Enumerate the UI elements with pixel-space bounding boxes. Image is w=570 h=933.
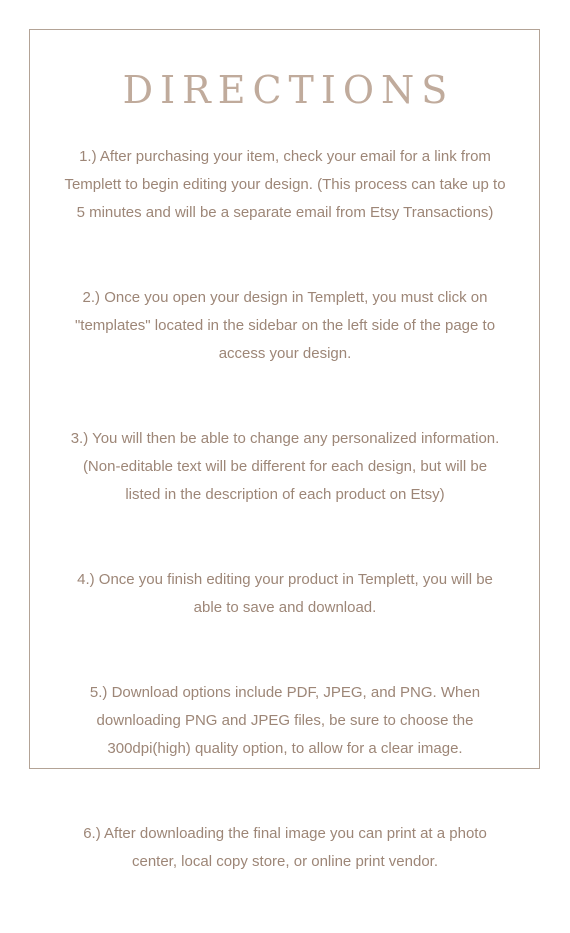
page-title: DIRECTIONS <box>122 68 455 112</box>
direction-step-5: 5.) Download options include PDF, JPEG, and PNG. When downloading PNG and JPEG files, be sure to choose the 300dpi(high) quality option, to allow for a clear image. <box>89 684 481 757</box>
direction-step-2: 2.) Once you open your design in Templett, you must click on "templates" located in the sidebar on the left side of the page to access your design. <box>74 289 496 362</box>
direction-step-4: 4.) Once you finish editing your product in Templett, you will be able to save and download. <box>77 571 493 616</box>
direction-step-1: 1.) After purchasing your item, check your email for a link from Templett to begin editing your design. (This process can take up to 5 minutes and will be a separate email from Etsy Transactions) <box>64 148 506 221</box>
directions-list <box>40 143 530 933</box>
direction-step-6: 6.) After downloading the final image you can print at a photo center, local copy store, or online print vendor. <box>83 825 487 870</box>
direction-step-3: 3.) You will then be able to change any personalized information. (Non-editable text will be different for each design, but will be listed in the description of each product on Etsy) <box>70 430 500 503</box>
